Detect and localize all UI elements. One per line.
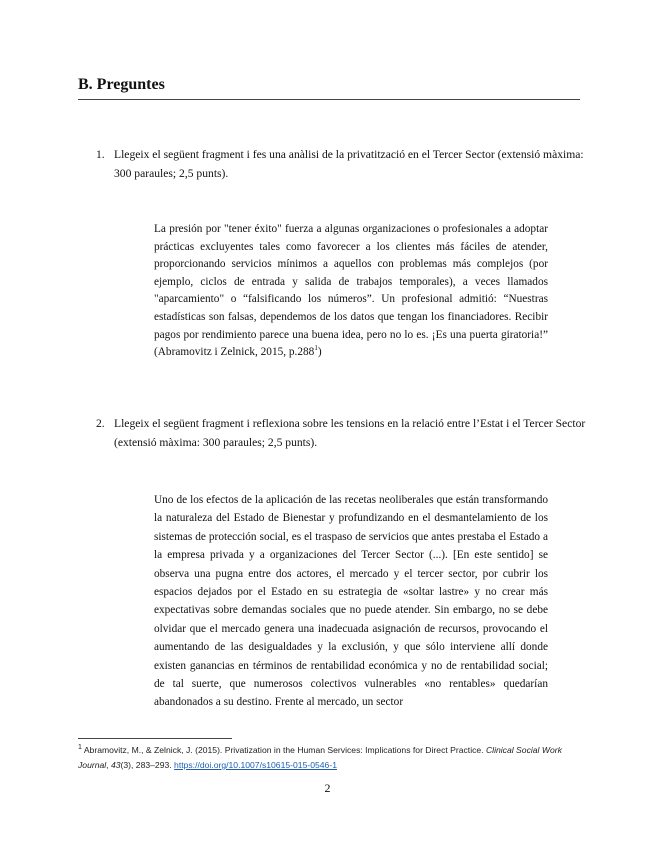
- footnote-journal: Clinical Social Work Journal: [78, 745, 562, 770]
- footnote-issue: (3), 283–293.: [120, 760, 175, 770]
- question-1: [96, 145, 586, 183]
- question-text: Llegeix el següent fragment i fes una anàlisi de la privatització en el Tercer Sector (extensió màxima: 300 paraules; 2,5 punts).: [114, 148, 584, 180]
- question-2: [96, 414, 586, 452]
- question-text: Llegeix el següent fragment i reflexiona sobre les tensions en la relació entre l’Estat i el Tercer Sector (extensió màxima: 300 paraules; 2,5 punts).: [114, 417, 586, 449]
- quote-end: ): [317, 346, 322, 359]
- question-number: 2.: [96, 417, 105, 430]
- footnote-marker: 1: [78, 744, 82, 752]
- question-number: 1.: [96, 148, 105, 161]
- footnote-doi-link[interactable]: https://doi.org/10.1007/s10615-015-0546-1: [174, 760, 337, 770]
- footnote-separator-text: ,: [106, 760, 111, 770]
- section-heading: [78, 76, 580, 100]
- footnote: [78, 743, 583, 773]
- footnote-ref[interactable]: 1: [314, 344, 318, 353]
- quote-block-1: [154, 221, 548, 362]
- quote-block-2: [154, 491, 548, 712]
- footnote-separator: [78, 738, 232, 739]
- footnote-volume: 43: [110, 760, 121, 770]
- page-number: 2: [324, 781, 331, 795]
- section-title: B. Preguntes: [78, 76, 165, 93]
- footnote-authors: Abramovitz, M., & Zelnick, J. (2015). Privatization in the Human Services: Implications for Direct Practice.: [83, 745, 486, 755]
- quote-text: La presión por "tener éxito" fuerza a algunas organizaciones o profesionales a adoptar prácticas excluyentes tales como favorecer a los clientes más fáciles de atender, proporcionando servicios mínimos a aquellos con problemas más complejos (por ejemplo, ciclos de entrada y salida de trabajos temporales), a veces llamados "aparcamiento" o “falsificando los números”. Un profesional admitió: “Nuestras estadísticas son falsas, dependemos de los datos que tengan los financiadores. Recibir pagos por rendimiento parece una buena idea, pero no lo es. ¡Es una puerta giratoria!” (Abramovitz i Zelnick, 2015, p.288: [154, 223, 548, 359]
- quote-text: Uno de los efectos de la aplicación de las recetas neoliberales que están transformando la naturaleza del Estado de Bienestar y profundizando en el desmantelamiento de los sistemas de protección social, es el traspaso de servicios que antes prestaba el Estado a la empresa privada y a organizaciones del Tercer Sector (...). [En este sentido] se observa una pugna entre dos actores, el mercado y el tercer sector, por cubrir los espacios dejados por el Estado en su estrategia de «soltar lastre» y no crear más expectativas sobre demandas sociales que no puede atender. Sin embargo, no se debe olvidar que el mercado genera una inadecuada asignación de recursos, provocando el aumentando de las desigualdades y la exclusión, y que sólo interviene allí donde existen ganancias en términos de rentabilidad económica y no de rentabilidad social; de tal suerte, que numerosos colectivos vulnerables «no rentables» quedarían abandonados a su destino. Frente al mercado, un sector: [154, 494, 548, 709]
